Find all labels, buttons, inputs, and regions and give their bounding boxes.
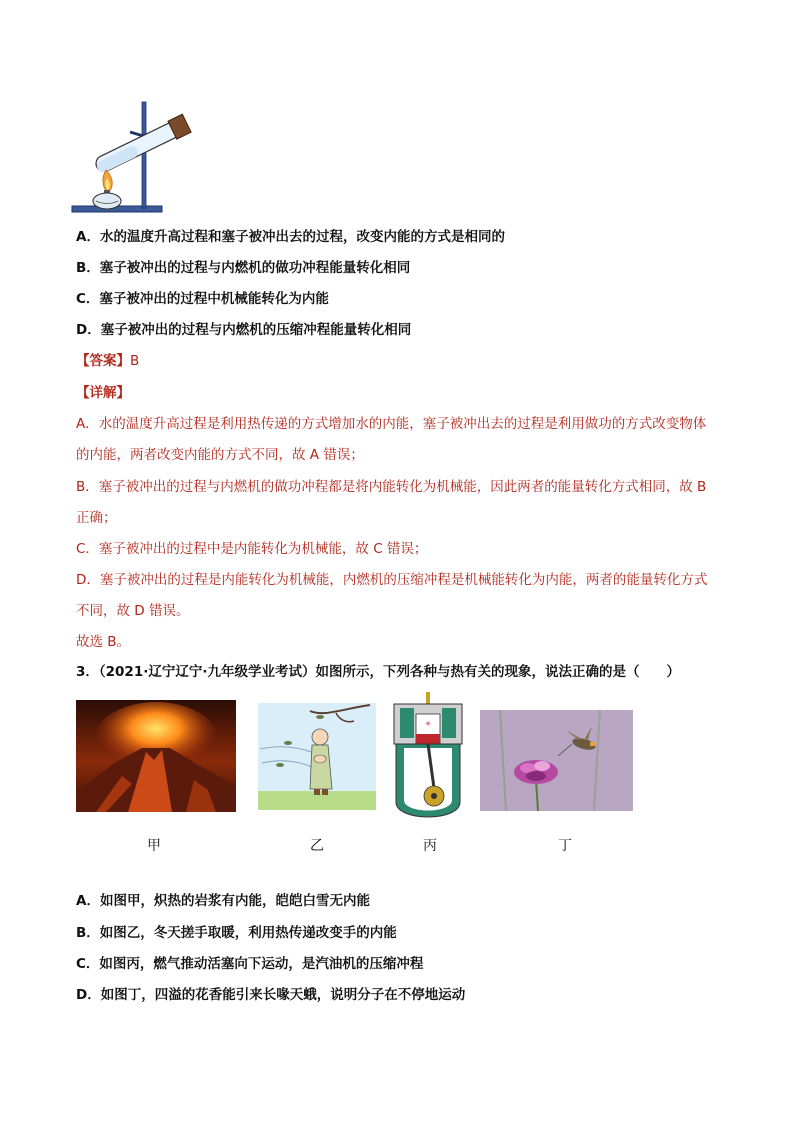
- q3-option-b: B．如图乙，冬天搓手取暖，利用热传递改变手的内能: [76, 925, 397, 941]
- answer-value: B: [130, 353, 140, 369]
- caption-yi: 乙: [310, 838, 324, 854]
- detail-line: 不同，故 D 错误。: [76, 603, 190, 619]
- prev-option-c: C．塞子被冲出的过程中机械能转化为内能: [76, 291, 329, 307]
- test-tube-apparatus-figure: [70, 98, 200, 216]
- caption-bing: 丙: [423, 838, 437, 854]
- question-3-stem: 3．（2021·辽宁辽宁·九年级学业考试）如图所示，下列各种与热有关的现象，说法正确的是（ ）: [76, 664, 680, 680]
- hawk-moth-flower-photo: [480, 710, 633, 811]
- q3-option-c: C．如图丙，燃气推动活塞向下运动，是汽油机的压缩冲程: [76, 956, 424, 972]
- detail-line: 的内能，两者改变内能的方式不同，故 A 错误；: [76, 447, 364, 463]
- q3-option-d: D．如图丁，四溢的花香能引来长喙天蛾，说明分子在不停地运动: [76, 987, 466, 1003]
- q3-option-a: A．如图甲，炽热的岩浆有内能，皑皑白雪无内能: [76, 893, 370, 909]
- answer-tag: 【答案】: [76, 353, 130, 369]
- detail-line: 正确；: [76, 510, 117, 526]
- caption-jia: 甲: [147, 838, 161, 854]
- prev-option-d: D．塞子被冲出的过程与内燃机的压缩冲程能量转化相同: [76, 322, 412, 338]
- prev-option-a: A．水的温度升高过程和塞子被冲出去的过程，改变内能的方式是相同的: [76, 229, 505, 245]
- detail-tag: 【详解】: [76, 385, 130, 401]
- volcano-photo: [76, 700, 236, 812]
- engine-cross-section-diagram: [392, 690, 464, 830]
- caption-ding: 丁: [558, 838, 572, 854]
- detail-line: B．塞子被冲出的过程与内燃机的做功冲程都是将内能转化为机械能，因此两者的能量转化方式相同，故 B: [76, 479, 707, 495]
- detail-line: A．水的温度升高过程是利用热传递的方式增加水的内能，塞子被冲出去的过程是利用做功的方式改变物体: [76, 416, 707, 432]
- prev-option-b: B．塞子被冲出的过程与内燃机的做功冲程能量转化相同: [76, 260, 411, 276]
- detail-line: 故选 B。: [76, 634, 131, 650]
- winter-hand-rubbing-illustration: [258, 703, 376, 810]
- detail-line: C．塞子被冲出的过程中是内能转化为机械能，故 C 错误；: [76, 541, 428, 557]
- svg-text:✳: ✳: [425, 720, 431, 728]
- detail-line: D．塞子被冲出的过程是内能转化为机械能，内燃机的压缩冲程是机械能转化为内能，两者的能量转化方式: [76, 572, 708, 588]
- answer-line: [76, 351, 139, 371]
